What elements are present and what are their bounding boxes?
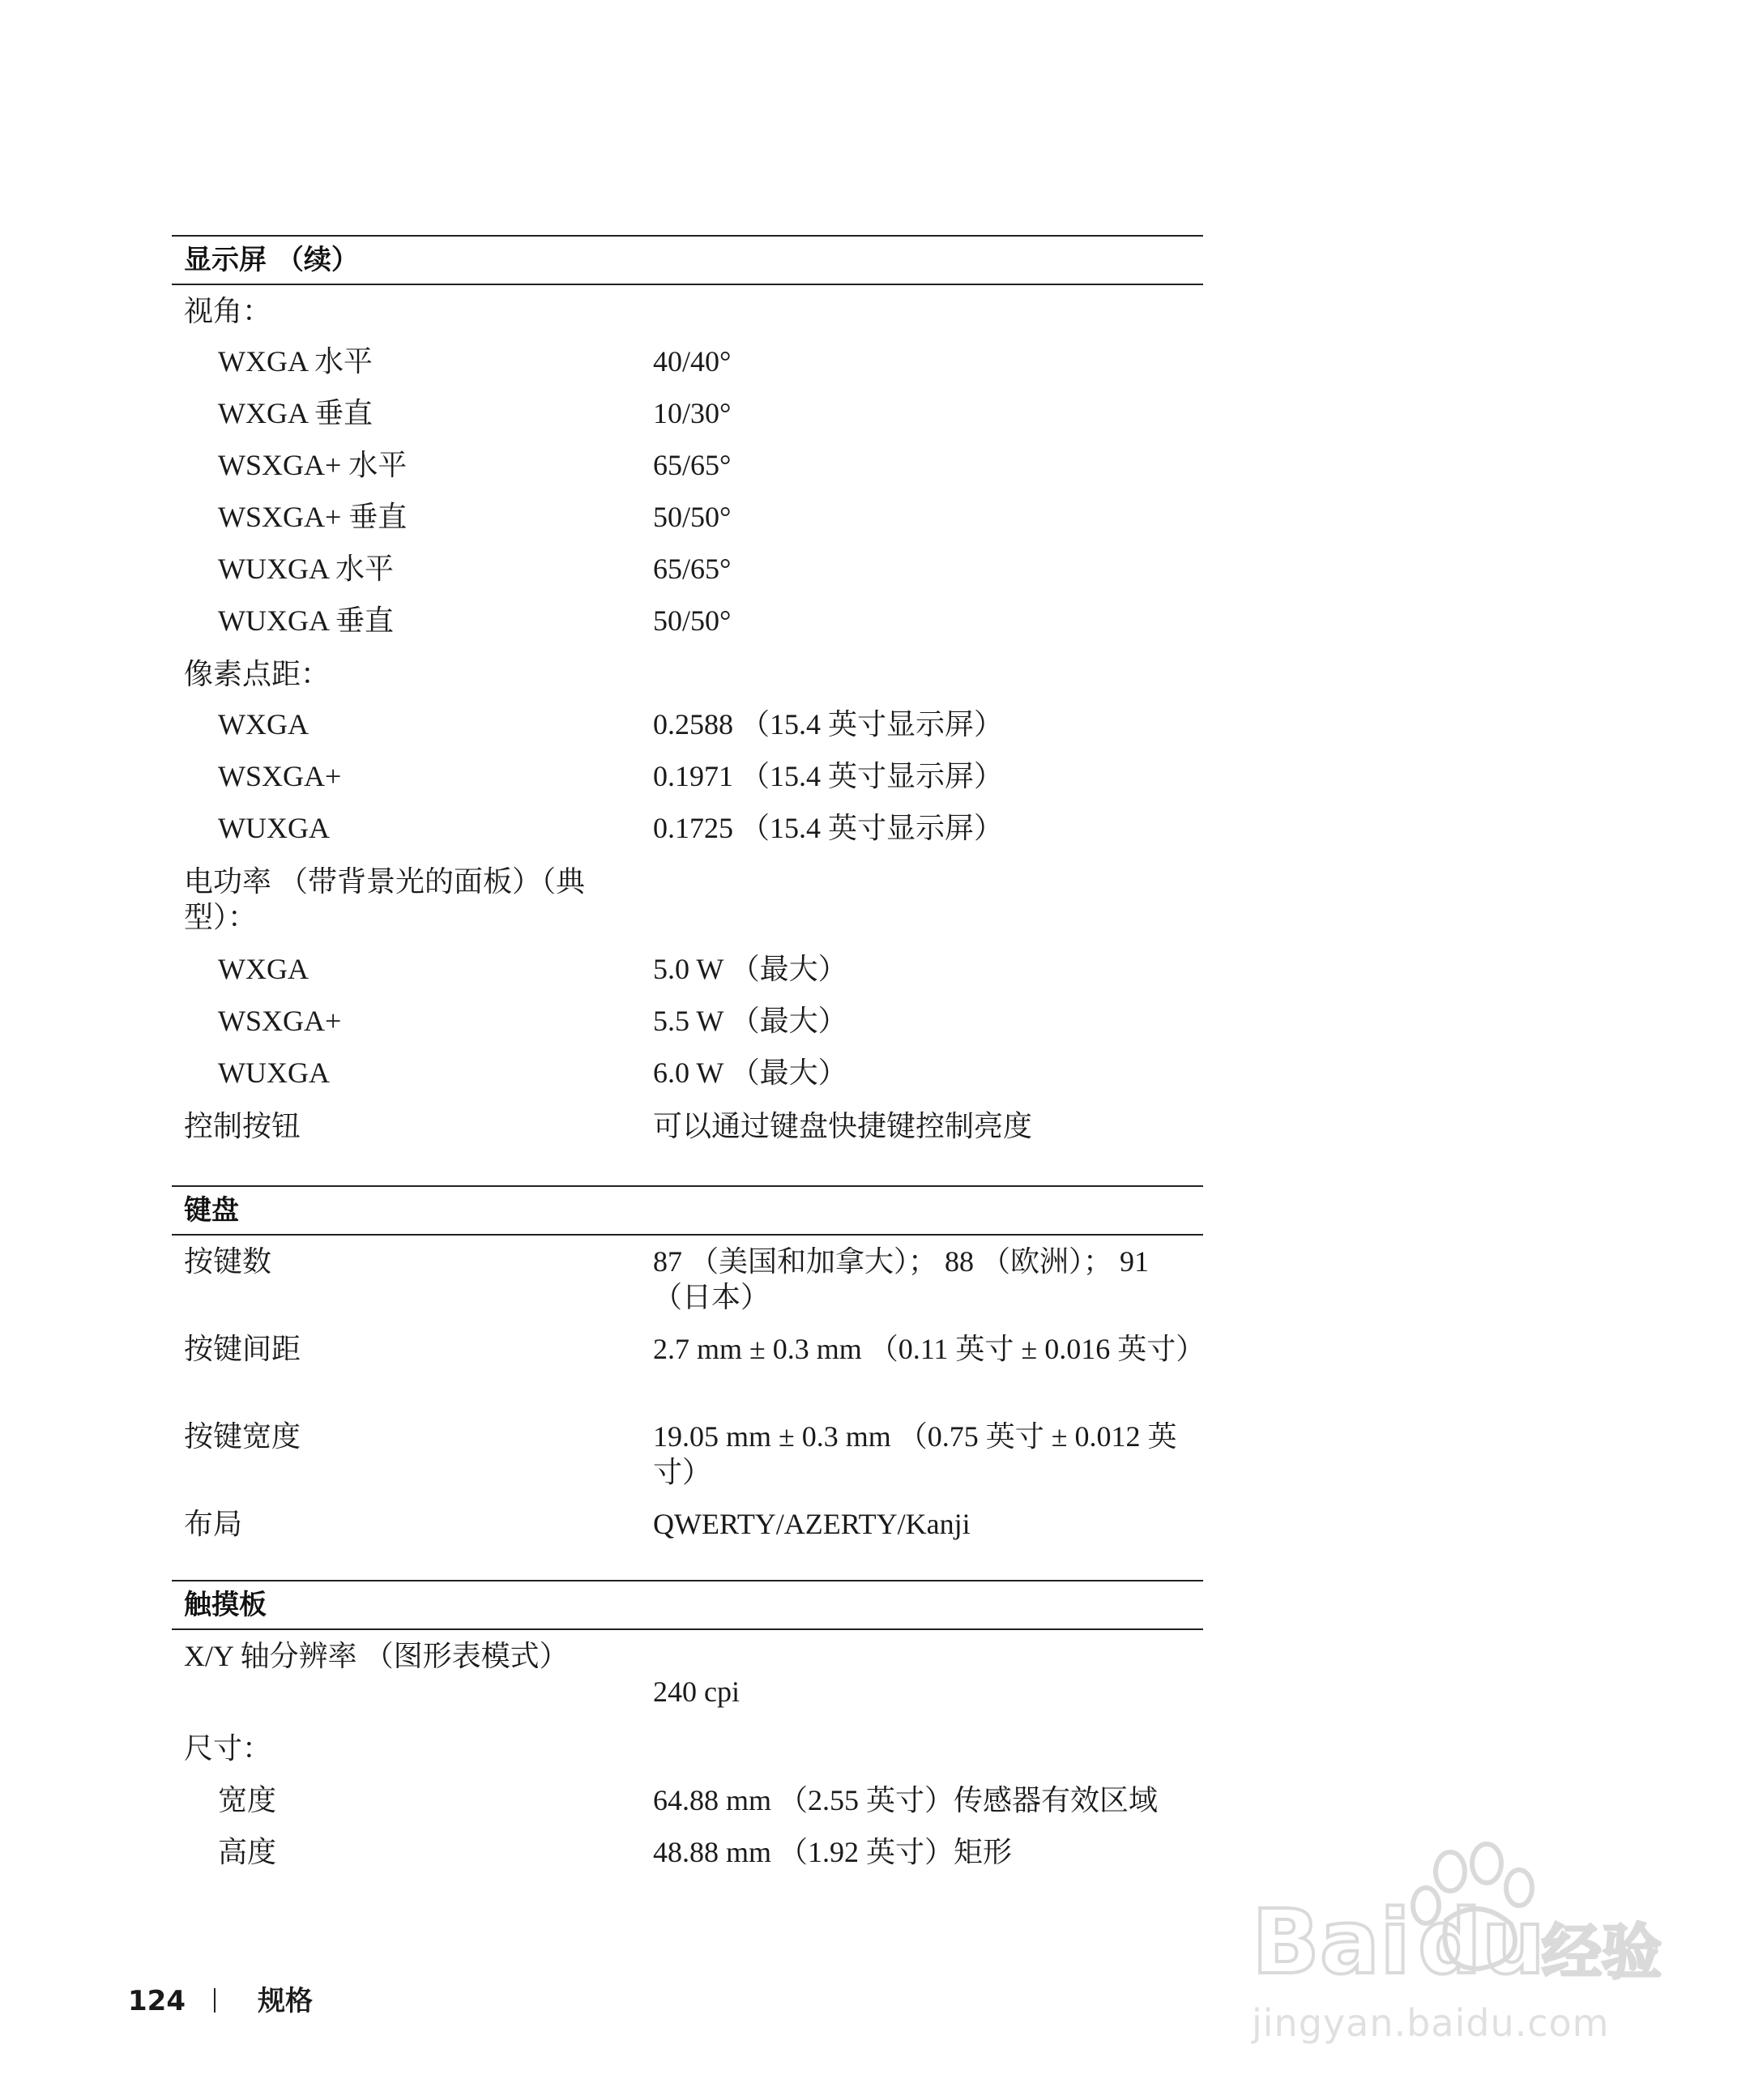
spec-label: WXGA <box>218 953 309 985</box>
spec-value: 5.0 W （最大） <box>653 953 847 985</box>
spec-value: 50/50° <box>653 604 732 637</box>
spec-value: 10/30° <box>653 397 732 429</box>
spec-value: 0.2588 （15.4 英寸显示屏） <box>653 708 1004 741</box>
section-touchpad <box>172 1580 1203 1868</box>
spec-label: WUXGA 水平 <box>218 553 394 585</box>
svg-text:du: du <box>1418 1890 1546 1994</box>
spec-value: 40/40° <box>653 345 732 378</box>
spec-label: 电功率 （带背景光的面板）（典型）： <box>184 865 586 933</box>
baidu-watermark <box>1244 1839 1665 2058</box>
spec-label: 布局 <box>184 1508 243 1540</box>
svg-text:Bai: Bai <box>1252 1890 1411 1994</box>
spec-value: QWERTY/AZERTY/Kanji <box>653 1508 971 1540</box>
section-heading: 键盘 <box>172 1185 1203 1236</box>
spec-label: 按键宽度 <box>184 1420 301 1453</box>
spec-label: 尺寸： <box>184 1732 272 1765</box>
spec-label: 像素点距： <box>184 658 331 690</box>
spec-label: 高度 <box>218 1836 277 1868</box>
watermark-url: jingyan.baidu.com <box>1252 2001 1610 2045</box>
spec-value: 5.5 W （最大） <box>653 1005 847 1037</box>
spec-label: WXGA 水平 <box>218 345 373 378</box>
spec-label: 控制按钮 <box>184 1110 301 1142</box>
spec-value: 0.1725 （15.4 英寸显示屏） <box>653 812 1004 844</box>
spec-value: 65/65° <box>653 449 732 481</box>
spec-label: WSXGA+ <box>218 760 342 792</box>
spec-label: WSXGA+ 垂直 <box>218 501 408 533</box>
spec-label: 宽度 <box>218 1784 277 1816</box>
spec-label: WSXGA+ <box>218 1005 342 1037</box>
spec-value: 可以通过键盘快捷键控制亮度 <box>653 1110 1033 1142</box>
section-heading: 触摸板 <box>172 1580 1203 1630</box>
spec-value: 0.1971 （15.4 英寸显示屏） <box>653 760 1004 792</box>
section-keyboard <box>172 1185 1206 1540</box>
spec-label: WXGA 垂直 <box>218 397 373 429</box>
spec-value: 6.0 W （最大） <box>653 1056 847 1089</box>
spec-label: 视角： <box>184 295 272 327</box>
spec-label: WXGA <box>218 708 309 741</box>
spec-value: 48.88 mm （1.92 英寸）矩形 <box>653 1836 1013 1868</box>
spec-value: 64.88 mm （2.55 英寸）传感器有效区域 <box>653 1784 1159 1816</box>
spec-label: 按键数 <box>184 1245 272 1278</box>
spec-label: X/Y 轴分辨率 （图形表模式） <box>184 1640 569 1672</box>
spec-label: WUXGA 垂直 <box>218 604 394 637</box>
page-number: 124 <box>128 1985 186 2017</box>
spec-label: WUXGA <box>218 1056 330 1089</box>
spec-value: 87 （美国和加拿大）； 88 （欧洲）； 91 （日本） <box>653 1245 1150 1313</box>
spec-label: 按键间距 <box>184 1333 301 1365</box>
footer-divider <box>214 1988 216 2012</box>
footer-title: 规格 <box>258 1985 313 2017</box>
section-display <box>172 235 1203 1142</box>
section-heading: 显示屏 （续） <box>172 235 1203 285</box>
spec-value: 19.05 mm ± 0.3 mm （0.75 英寸 ± 0.012 英寸） <box>653 1420 1177 1488</box>
spec-value: 2.7 mm ± 0.3 mm （0.11 英寸 ± 0.016 英寸） <box>653 1333 1206 1365</box>
spec-label: WUXGA <box>218 812 330 844</box>
svg-text:经验: 经验 <box>1542 1918 1662 1987</box>
spec-value: 50/50° <box>653 501 732 533</box>
spec-value: 65/65° <box>653 553 732 585</box>
spec-label: WSXGA+ 水平 <box>218 449 408 481</box>
baidu-paw-logo-icon <box>1244 1839 1665 2001</box>
spec-value: 240 cpi <box>653 1675 740 1708</box>
